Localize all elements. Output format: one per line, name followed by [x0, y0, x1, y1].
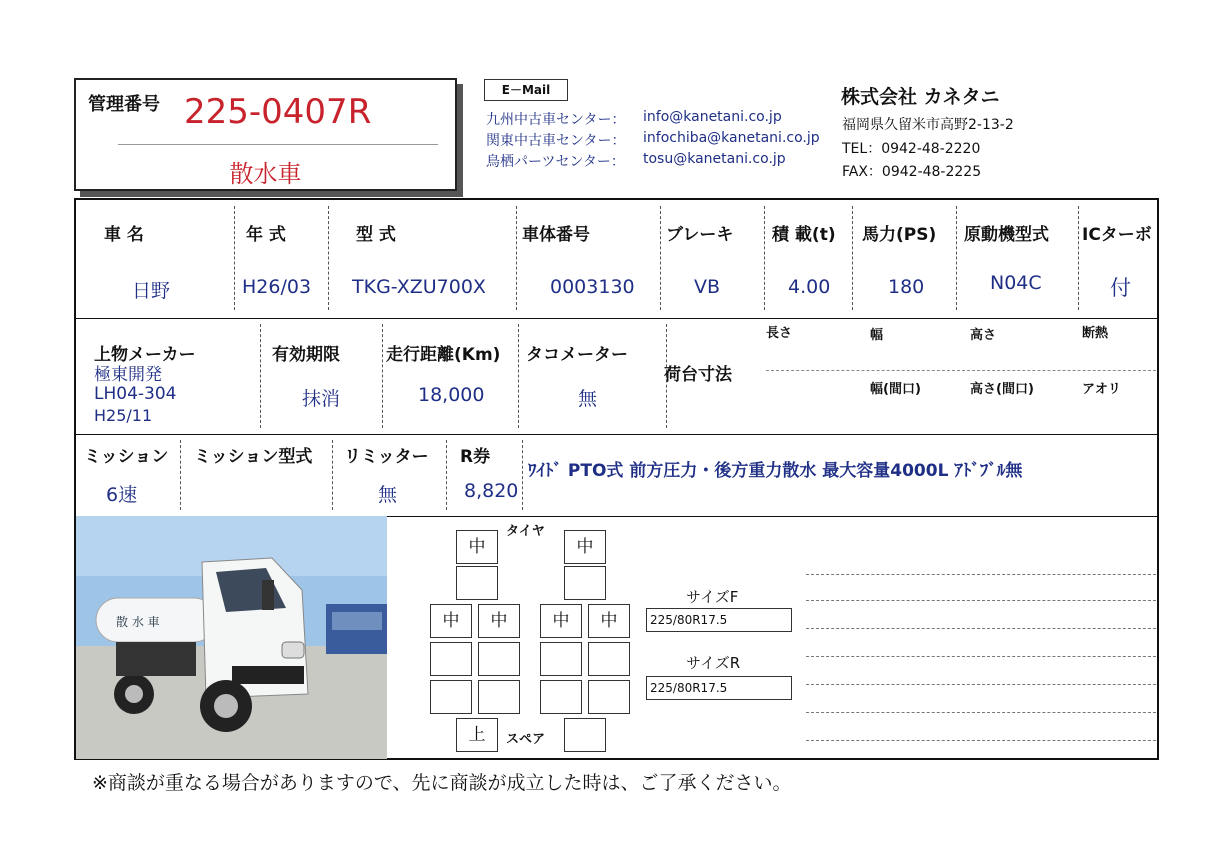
- tire-rear-right-outer: 中: [588, 604, 630, 638]
- header-turbo: ICターボ: [1082, 225, 1152, 245]
- value-chassis: 0003130: [550, 276, 635, 298]
- management-box: [74, 78, 457, 191]
- header-brake: ブレーキ: [666, 225, 734, 245]
- size-front-label: サイズF: [686, 588, 739, 606]
- value-r-ticket: 8,820: [464, 480, 519, 502]
- email-label: E－Mail: [484, 79, 568, 101]
- header-horsepower: 馬力(PS): [862, 225, 937, 245]
- value-body-maker-model: LH04-304: [94, 384, 177, 404]
- company-address: 福岡県久留米市高野2-13-2: [842, 117, 1014, 133]
- tire-spare-blank: [564, 718, 606, 752]
- center-name: 九州中古車センター：: [486, 112, 626, 128]
- email-row-kyushu: [486, 109, 782, 129]
- bed-length-label: 長さ: [766, 326, 793, 341]
- value-horsepower: 180: [888, 276, 925, 298]
- header-name: 車 名: [104, 225, 144, 245]
- header-year: 年 式: [246, 225, 286, 245]
- bed-gate-label: アオリ: [1082, 382, 1121, 397]
- header-tachometer: タコメーター: [526, 345, 628, 365]
- value-validity: 抹消: [302, 388, 341, 410]
- header-mission: ミッション: [84, 447, 169, 467]
- vehicle-kind: 散水車: [229, 160, 302, 188]
- tire-front-right: 中: [564, 530, 606, 564]
- spec-sheet-frame: [74, 198, 1159, 760]
- tire-rear-left-outer: 中: [430, 604, 472, 638]
- header-bed-dimensions: 荷台寸法: [664, 365, 732, 385]
- header-r-ticket: R券: [460, 447, 491, 467]
- remarks: ﾜｲﾄﾞ PTO式 前方圧力・後方重力散水 最大容量4000L ｱﾄﾞﾌﾞﾙ無: [528, 461, 1023, 481]
- tire-rear-left-inner: 中: [478, 604, 520, 638]
- header-engine: 原動機型式: [964, 225, 1049, 245]
- tire-rear-right-inner: 中: [540, 604, 582, 638]
- value-engine: N04C: [990, 272, 1042, 294]
- value-name: 日野: [132, 280, 171, 302]
- header-mileage: 走行距離(Km): [386, 345, 501, 365]
- value-tachometer: 無: [578, 388, 598, 410]
- tire-blank: [430, 642, 472, 676]
- bed-opening-height-label: 高さ(間口): [970, 382, 1034, 397]
- tire-blank: [540, 680, 582, 714]
- management-number: 225-0407R: [184, 92, 372, 132]
- tire-blank: [478, 642, 520, 676]
- value-load: 4.00: [788, 276, 831, 298]
- center-name: 鳥栖パーツセンター：: [486, 154, 625, 170]
- tire-blank: [588, 642, 630, 676]
- footer-note: ※商談が重なる場合がありますので、先に商談が成立した時は、ご了承ください。: [92, 772, 792, 794]
- company-fax: FAX：0942-48-2225: [842, 164, 982, 180]
- tire-spare: 上: [456, 718, 498, 752]
- value-body-maker-date: H25/11: [94, 406, 153, 425]
- value-year: H26/03: [242, 276, 312, 298]
- header-model: 型 式: [356, 225, 396, 245]
- header-body-maker: 上物メーカー: [94, 345, 196, 365]
- value-limiter: 無: [378, 484, 398, 506]
- truck-photo: [76, 516, 387, 759]
- header-load: 積 載(t): [772, 225, 836, 245]
- size-rear-label: サイズR: [686, 654, 741, 672]
- bed-insulation-label: 断熱: [1082, 326, 1109, 341]
- spare-label: スペア: [506, 732, 546, 747]
- divider: [118, 144, 438, 145]
- email-address[interactable]: tosu@kanetani.co.jp: [643, 151, 786, 167]
- email-row-tosu: [486, 151, 786, 171]
- value-body-maker: 極東開発: [94, 365, 162, 385]
- row-divider: [76, 434, 1157, 435]
- header-validity: 有効期限: [272, 345, 340, 365]
- header-limiter: リミッター: [344, 447, 429, 467]
- tire-front-left: 中: [456, 530, 498, 564]
- tire-blank: [478, 680, 520, 714]
- value-model: TKG-XZU700X: [352, 276, 486, 298]
- tire-title: タイヤ: [506, 524, 545, 539]
- tire-front-left-blank: [456, 566, 498, 600]
- company-tel: TEL：0942-48-2220: [842, 141, 981, 157]
- tank-lettering: 散 水 車: [116, 615, 160, 629]
- row-divider: [76, 318, 1157, 319]
- center-name: 関東中古車センター：: [486, 133, 626, 149]
- tire-blank: [540, 642, 582, 676]
- tire-blank: [430, 680, 472, 714]
- value-turbo: 付: [1110, 276, 1131, 300]
- size-rear-value: 225/80R17.5: [646, 676, 792, 700]
- tire-front-right-blank: [564, 566, 606, 600]
- email-address[interactable]: info@kanetani.co.jp: [643, 109, 782, 125]
- header-mission-type: ミッション型式: [194, 447, 313, 467]
- company-name: 株式会社 カネタニ: [841, 86, 1000, 108]
- header-chassis: 車体番号: [522, 225, 590, 245]
- management-number-label: 管理番号: [88, 94, 160, 115]
- bed-height-label: 高さ: [970, 328, 997, 343]
- size-front-value: 225/80R17.5: [646, 608, 792, 632]
- value-mission: 6速: [106, 484, 138, 506]
- email-row-kanto: [486, 130, 820, 150]
- value-brake: VB: [694, 276, 721, 298]
- value-mileage: 18,000: [418, 384, 485, 406]
- tire-blank: [588, 680, 630, 714]
- bed-width-label: 幅: [870, 328, 884, 343]
- email-address[interactable]: infochiba@kanetani.co.jp: [643, 130, 820, 146]
- bed-opening-width-label: 幅(間口): [870, 382, 921, 397]
